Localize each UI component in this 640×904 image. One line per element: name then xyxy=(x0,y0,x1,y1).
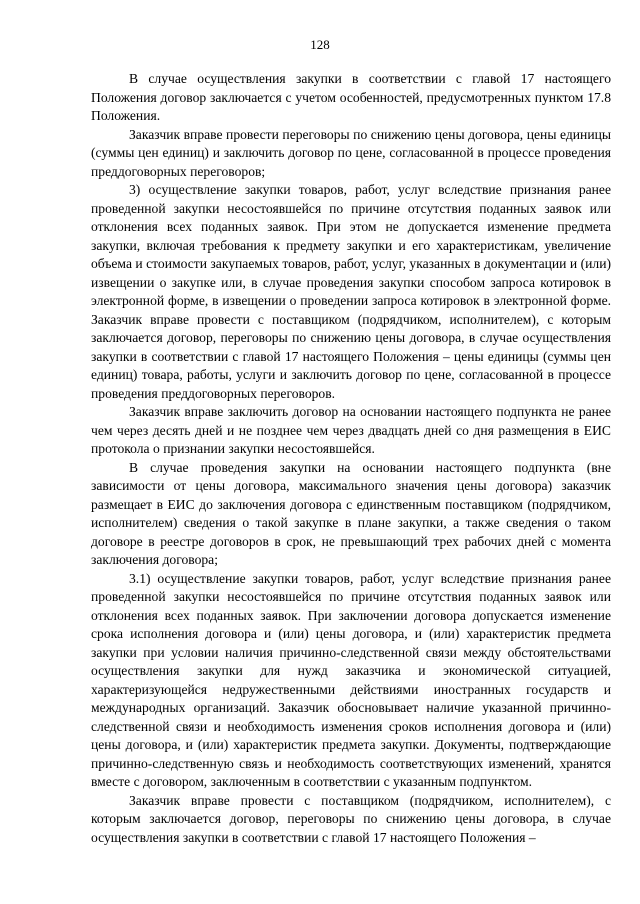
paragraph-6: 3.1) осуществление закупки товаров, работ, услуг вследствие признания ранее проведенной закупки несостоявшейся по причине отсутствия поданных заявок или отклонения всех поданных заявок. При заключении договора допускается изменение срока исполнения договора и (или) цены договора, и (или) характеристик предмета закупки при условии наличия причинно-следственной связи между обстоятельствами осуществления закупки для нужд заказчика и экономической ситуацией, характеризующейся недружественными действиями иностранных государств и международных организаций. Заказчик обосновывает наличие указанной причинно-следственной связи и необходимость изменения сроков исполнения договора и (или) цены договора, и (или) характеристик предмета закупки. Документы, подтверждающие причинно-следственную связь и необходимость соответствующих изменений, хранятся вместе с договором, заключенным в соответствии с указанным подпунктом. xyxy=(91,570,611,789)
paragraph-4: Заказчик вправе заключить договор на основании настоящего подпункта не ранее чем через десять дней и не позднее чем через двадцать дней со дня размещения в ЕИС протокола о признании закупки несостоявшейся. xyxy=(91,404,611,456)
paragraph-5: В случае проведения закупки на основании настоящего подпункта (вне зависимости от цены договора, максимального значения цены договора) заказчик размещает в ЕИС до заключения договора с единственным поставщиком (подрядчиком, исполнителем) сведения о такой закупке в плане закупки, а также сведения о таком договоре в реестре договоров в срок, не превышающий трех рабочих дней с момента заключения договора; xyxy=(91,459,611,567)
paragraph-7: Заказчик вправе провести с поставщиком (подрядчиком, исполнителем), с которым заключается договор, переговоры по снижению цены договора, в случае осуществления закупки в соответствии с главой 17 настоящего Положения – xyxy=(91,792,611,845)
document-body xyxy=(91,70,611,847)
page-number: 128 xyxy=(310,37,330,52)
paragraph-1: В случае осуществления закупки в соответствии с главой 17 настоящего Положения договор заключается с учетом особенностей, предусмотренных пунктом 17.8 Положения. xyxy=(91,71,611,123)
paragraph-2: Заказчик вправе провести переговоры по снижению цены договора, цены единицы (суммы цен единиц) и заключить договор по цене, согласованной в процессе проведения преддоговорных переговоров; xyxy=(91,126,611,179)
paragraph-3: 3) осуществление закупки товаров, работ, услуг вследствие признания ранее проведенной закупки несостоявшейся по причине отсутствия поданных заявок или отклонения всех поданных заявок. При этом не допускается изменение предмета закупки, включая требования к предмету закупки и его характеристикам, увеличение объема и стоимости закупаемых товаров, работ, услуг, указанных в документации и (или) извещении о закупке или, в случае проведения закупки способом запроса котировок в электронной форме, в извещении о проведении запроса котировок в электронной форме. Заказчик вправе провести с поставщиком (подрядчиком, исполнителем), с которым заключается договор, переговоры по снижению цены договора, в случае осуществления закупки в соответствии с главой 17 настоящего Положения – цены единицы (суммы цен единиц) товара, работы, услуги и заключить договор по цене, согласованной в процессе проведения преддоговорных переговоров. xyxy=(91,182,611,401)
